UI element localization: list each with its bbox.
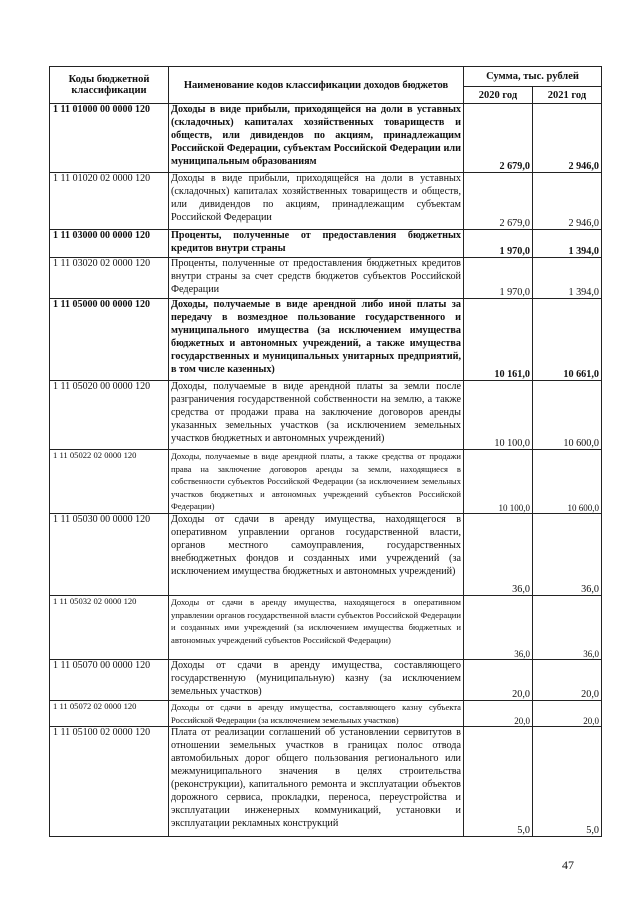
row-value-2020: 36,0 [464,596,533,660]
row-code: 1 11 05072 02 0000 120 [50,701,169,727]
budget-revenue-table [49,66,602,837]
row-name: Доходы от сдачи в аренду имущества, составляющего государственную (муниципальную) казну (за исключением земельных участков) [169,660,464,701]
row-value-2021: 20,0 [533,660,602,701]
row-value-2020: 20,0 [464,701,533,727]
table-row [50,299,602,381]
table-row [50,104,602,173]
row-value-2021: 36,0 [533,514,602,596]
row-value-2020: 10 100,0 [464,381,533,450]
row-value-2021: 5,0 [533,727,602,837]
row-name: Доходы в виде прибыли, приходящейся на доли в уставных (складочных) капиталах хозяйственных товариществ и обществ, или дивидендов по акциям, принадлежащим Российской Федерации, субъектам Российской Федерации или муниципальным образованиям [169,104,464,173]
row-name: Доходы, получаемые в виде арендной платы, а также средства от продажи права на заключение договоров аренды за земли, находящиеся в собственности субъектов Российской Федерации (за исключением земельных участков бюджетных и автономных учреждений субъектов Российской Федерации) [169,450,464,514]
row-code: 1 11 05070 00 0000 120 [50,660,169,701]
table-row [50,450,602,514]
page-number: 47 [562,858,574,872]
row-value-2020: 10 100,0 [464,450,533,514]
row-value-2021: 10 600,0 [533,381,602,450]
table-row [50,230,602,258]
row-name: Доходы от сдачи в аренду имущества, находящегося в оперативном управлении органов государственной власти, органов местного самоуправления, государственных внебюджетных фондов и созданных ими учреждений (за исключением имущества бюджетных и автономных учреждений) [169,514,464,596]
row-name: Проценты, полученные от предоставления бюджетных кредитов внутри страны за счет средств бюджетов субъектов Российской Федерации [169,258,464,299]
row-value-2020: 10 161,0 [464,299,533,381]
table-row [50,701,602,727]
row-value-2020: 2 679,0 [464,173,533,230]
row-name: Доходы, получаемые в виде арендной платы за земли после разграничения государственной собственности на землю, а также средства от продажи права на заключение договоров аренды указанных земельных участков (за исключением земельных участков бюджетных и автономных учреждений) [169,381,464,450]
row-code: 1 11 05000 00 0000 120 [50,299,169,381]
row-code: 1 11 01020 02 0000 120 [50,173,169,230]
row-value-2020: 1 970,0 [464,258,533,299]
row-code: 1 11 05022 02 0000 120 [50,450,169,514]
header-sum: Сумма, тыс. рублей [464,67,602,87]
row-value-2021: 20,0 [533,701,602,727]
table-row [50,381,602,450]
table-row [50,727,602,837]
table-row [50,173,602,230]
header-name: Наименование кодов классификации доходов бюджетов [169,67,464,104]
row-value-2020: 36,0 [464,514,533,596]
table-row [50,660,602,701]
header-year-2020: 2020 год [464,87,533,104]
row-value-2021: 1 394,0 [533,230,602,258]
row-value-2020: 5,0 [464,727,533,837]
row-value-2021: 10 600,0 [533,450,602,514]
row-value-2021: 36,0 [533,596,602,660]
row-name: Доходы от сдачи в аренду имущества, находящегося в оперативном управлении органов государственной власти субъектов Российской Федерации и созданных ими учреждений (за исключением имущества бюджетных и автономных учреждений субъектов Российской Федерации) [169,596,464,660]
row-value-2021: 10 661,0 [533,299,602,381]
row-name: Доходы в виде прибыли, приходящейся на доли в уставных (складочных) капиталах хозяйственных товариществ и обществ, или дивидендов по акциям, принадлежащим субъектам Российской Федерации [169,173,464,230]
row-code: 1 11 03020 02 0000 120 [50,258,169,299]
row-name: Доходы, получаемые в виде арендной либо иной платы за передачу в возмездное пользование государственного и муниципального имущества (за исключением имущества бюджетных и автономных учреждений, а также имущества государственных и муниципальных унитарных предприятий, в том числе казенных) [169,299,464,381]
row-value-2020: 1 970,0 [464,230,533,258]
row-code: 1 11 05032 02 0000 120 [50,596,169,660]
header-year-2021: 2021 год [533,87,602,104]
row-name: Плата от реализации соглашений об установлении сервитутов в отношении земельных участков в границах полос отвода автомобильных дорог общего пользования регионального или межмуниципального значения в целях строительства (реконструкции), капитального ремонта и эксплуатации объектов дорожного сервиса, прокладки, переноса, переустройства и эксплуатации инженерных коммуникаций, установки и эксплуатации рекламных конструкций [169,727,464,837]
row-value-2021: 2 946,0 [533,104,602,173]
row-value-2020: 2 679,0 [464,104,533,173]
table-row [50,596,602,660]
row-name: Доходы от сдачи в аренду имущества, составляющего казну субъекта Российской Федерации (за исключением земельных участков) [169,701,464,727]
row-name: Проценты, полученные от предоставления бюджетных кредитов внутри страны [169,230,464,258]
row-value-2020: 20,0 [464,660,533,701]
row-code: 1 11 01000 00 0000 120 [50,104,169,173]
row-value-2021: 2 946,0 [533,173,602,230]
row-value-2021: 1 394,0 [533,258,602,299]
row-code: 1 11 05020 00 0000 120 [50,381,169,450]
table-row [50,258,602,299]
row-code: 1 11 03000 00 0000 120 [50,230,169,258]
row-code: 1 11 05030 00 0000 120 [50,514,169,596]
row-code: 1 11 05100 02 0000 120 [50,727,169,837]
table-row [50,514,602,596]
header-codes: Коды бюджетной классификации [50,67,169,104]
